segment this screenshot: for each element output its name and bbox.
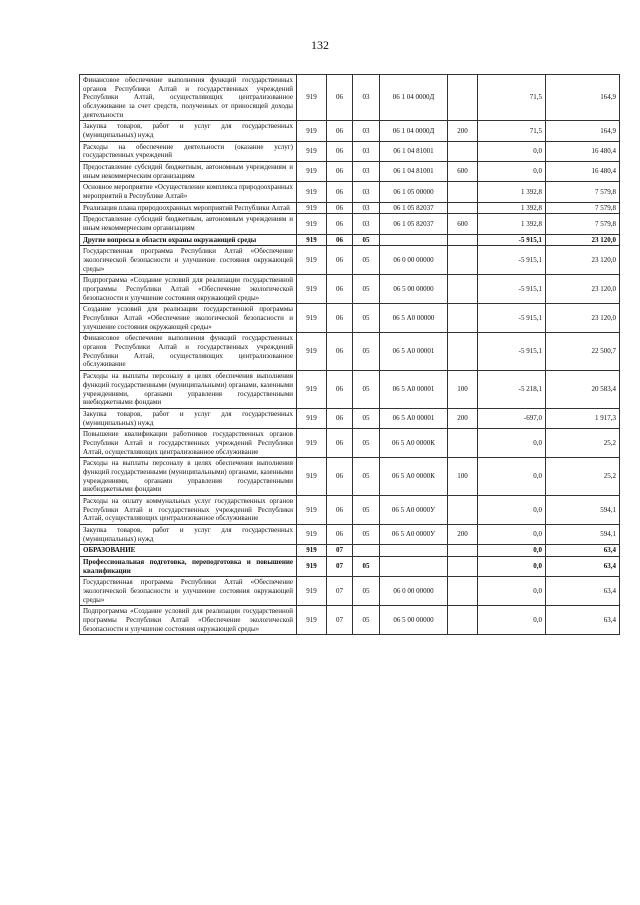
row-total-amount: 63,4 [546, 545, 620, 557]
row-change-amount: 0,0 [478, 606, 546, 635]
table-row [80, 182, 620, 202]
row-section-code: 06 [327, 275, 353, 304]
row-expense-type-code [448, 429, 478, 458]
row-total-amount: 22 500,7 [546, 333, 620, 371]
row-change-amount: 0,0 [478, 556, 546, 576]
row-expense-type-code [448, 234, 478, 246]
row-total-amount: 594,1 [546, 524, 620, 544]
row-subsection-code: 03 [353, 202, 380, 214]
row-change-amount: 0,0 [478, 141, 546, 161]
row-total-amount: 7 579,8 [546, 182, 620, 202]
row-target-article-code: 06 5 А0 00000 [380, 304, 448, 333]
row-expense-type-code: 200 [448, 408, 478, 428]
table-row [80, 246, 620, 275]
row-section-code: 06 [327, 408, 353, 428]
row-expense-type-code [448, 333, 478, 371]
row-target-article-code: 06 5 А0 00001 [380, 408, 448, 428]
row-target-article-code [380, 545, 448, 557]
row-subsection-code: 05 [353, 556, 380, 576]
row-name: Расходы на оплату коммунальных услуг государственных органов Республики Алтай и государственных учреждений Республики Алтай, осуществляющих централизованное обслуживание [80, 495, 297, 524]
row-target-article-code: 06 5 00 00000 [380, 275, 448, 304]
row-name: Основное мероприятие «Осуществление комплекса природоохранных мероприятий в Республике Алтай» [80, 182, 297, 202]
row-total-amount: 63,4 [546, 577, 620, 606]
row-expense-type-code [448, 556, 478, 576]
row-expense-type-code [448, 182, 478, 202]
table-row [80, 545, 620, 557]
row-total-amount: 63,4 [546, 606, 620, 635]
row-ved-code: 919 [297, 333, 327, 371]
row-ved-code: 919 [297, 545, 327, 557]
row-section-code: 07 [327, 606, 353, 635]
row-ved-code: 919 [297, 556, 327, 576]
row-name: Повышение квалификации работников государственных органов Республики Алтай и государственных учреждений Республики Алтай, осуществляющих централизованное обслуживание [80, 429, 297, 458]
row-ved-code: 919 [297, 458, 327, 496]
row-ved-code: 919 [297, 495, 327, 524]
row-name: Расходы на выплаты персоналу в целях обеспечения выполнения функций государственными (муниципальными) органами, казенными учреждениями, органами управления государственными внебюджетными фондами [80, 458, 297, 496]
row-change-amount: -5 915,1 [478, 275, 546, 304]
table-row [80, 458, 620, 496]
row-section-code: 06 [327, 234, 353, 246]
row-expense-type-code [448, 141, 478, 161]
row-subsection-code: 03 [353, 214, 380, 234]
row-total-amount: 16 480,4 [546, 162, 620, 182]
row-section-code: 06 [327, 524, 353, 544]
row-ved-code: 919 [297, 182, 327, 202]
row-ved-code: 919 [297, 75, 327, 121]
row-section-code: 06 [327, 162, 353, 182]
row-subsection-code: 03 [353, 141, 380, 161]
row-ved-code: 919 [297, 162, 327, 182]
row-section-code: 06 [327, 333, 353, 371]
row-target-article-code: 06 1 04 0000Д [380, 121, 448, 141]
table-row [80, 524, 620, 544]
table-row [80, 234, 620, 246]
row-name: Профессиональная подготовка, переподготовка и повышение квалификации [80, 556, 297, 576]
row-name: Расходы на обеспечение деятельности (оказание услуг) государственных учреждений [80, 141, 297, 161]
table-row [80, 333, 620, 371]
row-name: Реализация плана природоохранных мероприятий Республики Алтай [80, 202, 297, 214]
row-total-amount: 164,9 [546, 75, 620, 121]
row-change-amount: 0,0 [478, 545, 546, 557]
row-subsection-code: 05 [353, 577, 380, 606]
row-target-article-code: 06 0 00 00000 [380, 577, 448, 606]
row-ved-code: 919 [297, 141, 327, 161]
row-change-amount: 0,0 [478, 577, 546, 606]
table-row [80, 556, 620, 576]
row-expense-type-code [448, 202, 478, 214]
row-expense-type-code: 100 [448, 371, 478, 409]
page-number: 132 [311, 38, 329, 52]
row-subsection-code: 05 [353, 234, 380, 246]
row-total-amount: 1 917,3 [546, 408, 620, 428]
row-subsection-code: 05 [353, 458, 380, 496]
row-ved-code: 919 [297, 429, 327, 458]
row-section-code: 06 [327, 202, 353, 214]
row-section-code: 06 [327, 304, 353, 333]
row-change-amount: -5 915,1 [478, 333, 546, 371]
row-subsection-code: 05 [353, 524, 380, 544]
row-target-article-code: 06 5 А0 00001 [380, 333, 448, 371]
row-section-code: 06 [327, 75, 353, 121]
row-name: Создание условий для реализации государственной программы Республики Алтай «Обеспечение экологической безопасности и улучшение состояния окружающей среды» [80, 304, 297, 333]
row-section-code: 06 [327, 371, 353, 409]
row-total-amount: 7 579,8 [546, 202, 620, 214]
row-name: Подпрограмма «Создание условий для реализации государственной программы Республики Алтай «Обеспечение экологической безопасности и улучшение состояния окружающей среды» [80, 606, 297, 635]
row-target-article-code: 06 5 А0 00001 [380, 371, 448, 409]
row-subsection-code: 03 [353, 162, 380, 182]
row-expense-type-code [448, 75, 478, 121]
row-ved-code: 919 [297, 202, 327, 214]
row-subsection-code: 03 [353, 121, 380, 141]
row-expense-type-code [448, 275, 478, 304]
row-ved-code: 919 [297, 371, 327, 409]
row-name: Другие вопросы в области охраны окружающей среды [80, 234, 297, 246]
table-row [80, 408, 620, 428]
row-target-article-code [380, 234, 448, 246]
row-target-article-code: 06 1 04 81001 [380, 162, 448, 182]
row-ved-code: 919 [297, 304, 327, 333]
row-total-amount: 23 120,0 [546, 234, 620, 246]
row-name: Закупка товаров, работ и услуг для государственных (муниципальных) нужд [80, 408, 297, 428]
table-row [80, 429, 620, 458]
row-name: Финансовое обеспечение выполнения функций государственных органов Республики Алтай и государственных учреждений Республики Алтай, осуществляющих централизованное обслуживание за счет средств, полученных от приносящей доходы деятельности [80, 75, 297, 121]
row-section-code: 07 [327, 577, 353, 606]
row-expense-type-code: 600 [448, 214, 478, 234]
table-row [80, 141, 620, 161]
row-change-amount: 1 392,8 [478, 202, 546, 214]
row-expense-type-code [448, 495, 478, 524]
row-target-article-code: 06 1 05 00000 [380, 182, 448, 202]
row-name: Закупка товаров, работ и услуг для государственных (муниципальных) нужд [80, 121, 297, 141]
row-section-code: 06 [327, 182, 353, 202]
row-change-amount: -697,0 [478, 408, 546, 428]
row-change-amount: 71,5 [478, 121, 546, 141]
row-expense-type-code [448, 246, 478, 275]
row-subsection-code: 05 [353, 408, 380, 428]
row-name: Подпрограмма «Создание условий для реализации государственной программы Республики Алтай «Обеспечение экологической безопасности и улучшение состояния окружающей среды» [80, 275, 297, 304]
row-ved-code: 919 [297, 275, 327, 304]
row-subsection-code: 05 [353, 275, 380, 304]
row-subsection-code: 05 [353, 606, 380, 635]
row-subsection-code: 05 [353, 371, 380, 409]
row-section-code: 07 [327, 545, 353, 557]
row-name: Предоставление субсидий бюджетным, автономным учреждениям и иным некоммерческим организациям [80, 162, 297, 182]
row-total-amount: 594,1 [546, 495, 620, 524]
row-ved-code: 919 [297, 214, 327, 234]
row-ved-code: 919 [297, 606, 327, 635]
row-expense-type-code: 600 [448, 162, 478, 182]
row-subsection-code: 05 [353, 429, 380, 458]
table-row [80, 304, 620, 333]
table-row [80, 202, 620, 214]
row-change-amount: -5 915,1 [478, 234, 546, 246]
row-section-code: 07 [327, 556, 353, 576]
row-target-article-code: 06 5 А0 0000К [380, 458, 448, 496]
row-change-amount: 0,0 [478, 524, 546, 544]
table-row [80, 275, 620, 304]
budget-table [79, 74, 620, 635]
row-change-amount: -5 218,1 [478, 371, 546, 409]
row-target-article-code: 06 0 00 00000 [380, 246, 448, 275]
row-change-amount: -5 915,1 [478, 304, 546, 333]
row-total-amount: 16 480,4 [546, 141, 620, 161]
row-target-article-code: 06 1 04 0000Д [380, 75, 448, 121]
row-name: Предоставление субсидий бюджетным, автономным учреждениям и иным некоммерческим организациям [80, 214, 297, 234]
row-total-amount: 23 120,0 [546, 246, 620, 275]
row-change-amount: 1 392,8 [478, 214, 546, 234]
row-total-amount: 25,2 [546, 458, 620, 496]
row-total-amount: 25,2 [546, 429, 620, 458]
row-total-amount: 20 583,4 [546, 371, 620, 409]
row-ved-code: 919 [297, 577, 327, 606]
table-row [80, 371, 620, 409]
row-change-amount: 0,0 [478, 429, 546, 458]
row-section-code: 06 [327, 121, 353, 141]
row-target-article-code [380, 556, 448, 576]
row-subsection-code: 05 [353, 333, 380, 371]
row-section-code: 06 [327, 214, 353, 234]
row-expense-type-code [448, 606, 478, 635]
row-subsection-code: 03 [353, 75, 380, 121]
row-change-amount: -5 915,1 [478, 246, 546, 275]
table-row [80, 495, 620, 524]
row-expense-type-code [448, 304, 478, 333]
table-row [80, 75, 620, 121]
row-section-code: 06 [327, 429, 353, 458]
row-total-amount: 7 579,8 [546, 214, 620, 234]
table-row [80, 214, 620, 234]
row-section-code: 06 [327, 246, 353, 275]
row-ved-code: 919 [297, 234, 327, 246]
row-name: Финансовое обеспечение выполнения функций государственных органов Республики Алтай и государственных учреждений Республики Алтай, осуществляющих централизованное обслуживание [80, 333, 297, 371]
row-change-amount: 0,0 [478, 458, 546, 496]
row-name: ОБРАЗОВАНИЕ [80, 545, 297, 557]
row-subsection-code: 05 [353, 304, 380, 333]
row-name: Государственная программа Республики Алтай «Обеспечение экологической безопасности и улучшение состояния окружающей среды» [80, 577, 297, 606]
table-row [80, 577, 620, 606]
row-target-article-code: 06 5 А0 0000У [380, 495, 448, 524]
budget-table-body [80, 75, 620, 635]
row-change-amount: 71,5 [478, 75, 546, 121]
row-subsection-code: 05 [353, 246, 380, 275]
row-expense-type-code: 200 [448, 524, 478, 544]
row-total-amount: 164,9 [546, 121, 620, 141]
row-change-amount: 1 392,8 [478, 182, 546, 202]
row-ved-code: 919 [297, 246, 327, 275]
row-subsection-code: 03 [353, 182, 380, 202]
row-total-amount: 23 120,0 [546, 275, 620, 304]
row-total-amount: 63,4 [546, 556, 620, 576]
row-target-article-code: 06 5 А0 0000У [380, 524, 448, 544]
row-change-amount: 0,0 [478, 162, 546, 182]
row-expense-type-code: 200 [448, 121, 478, 141]
row-section-code: 06 [327, 458, 353, 496]
table-row [80, 162, 620, 182]
row-change-amount: 0,0 [478, 495, 546, 524]
row-subsection-code [353, 545, 380, 557]
row-expense-type-code [448, 545, 478, 557]
row-target-article-code: 06 1 04 81001 [380, 141, 448, 161]
row-ved-code: 919 [297, 121, 327, 141]
row-ved-code: 919 [297, 408, 327, 428]
table-row [80, 606, 620, 635]
row-section-code: 06 [327, 495, 353, 524]
row-ved-code: 919 [297, 524, 327, 544]
row-name: Расходы на выплаты персоналу в целях обеспечения выполнения функций государственными (муниципальными) органами, казенными учреждениями, органами управления государственными внебюджетными фондами [80, 371, 297, 409]
row-expense-type-code: 100 [448, 458, 478, 496]
row-target-article-code: 06 5 А0 0000К [380, 429, 448, 458]
row-target-article-code: 06 5 00 00000 [380, 606, 448, 635]
table-row [80, 121, 620, 141]
row-expense-type-code [448, 577, 478, 606]
row-total-amount: 23 120,0 [546, 304, 620, 333]
row-name: Закупка товаров, работ и услуг для государственных (муниципальных) нужд [80, 524, 297, 544]
row-target-article-code: 06 1 05 82037 [380, 202, 448, 214]
row-section-code: 06 [327, 141, 353, 161]
row-name: Государственная программа Республики Алтай «Обеспечение экологической безопасности и улучшение состояния окружающей среды» [80, 246, 297, 275]
row-subsection-code: 05 [353, 495, 380, 524]
row-target-article-code: 06 1 05 82037 [380, 214, 448, 234]
